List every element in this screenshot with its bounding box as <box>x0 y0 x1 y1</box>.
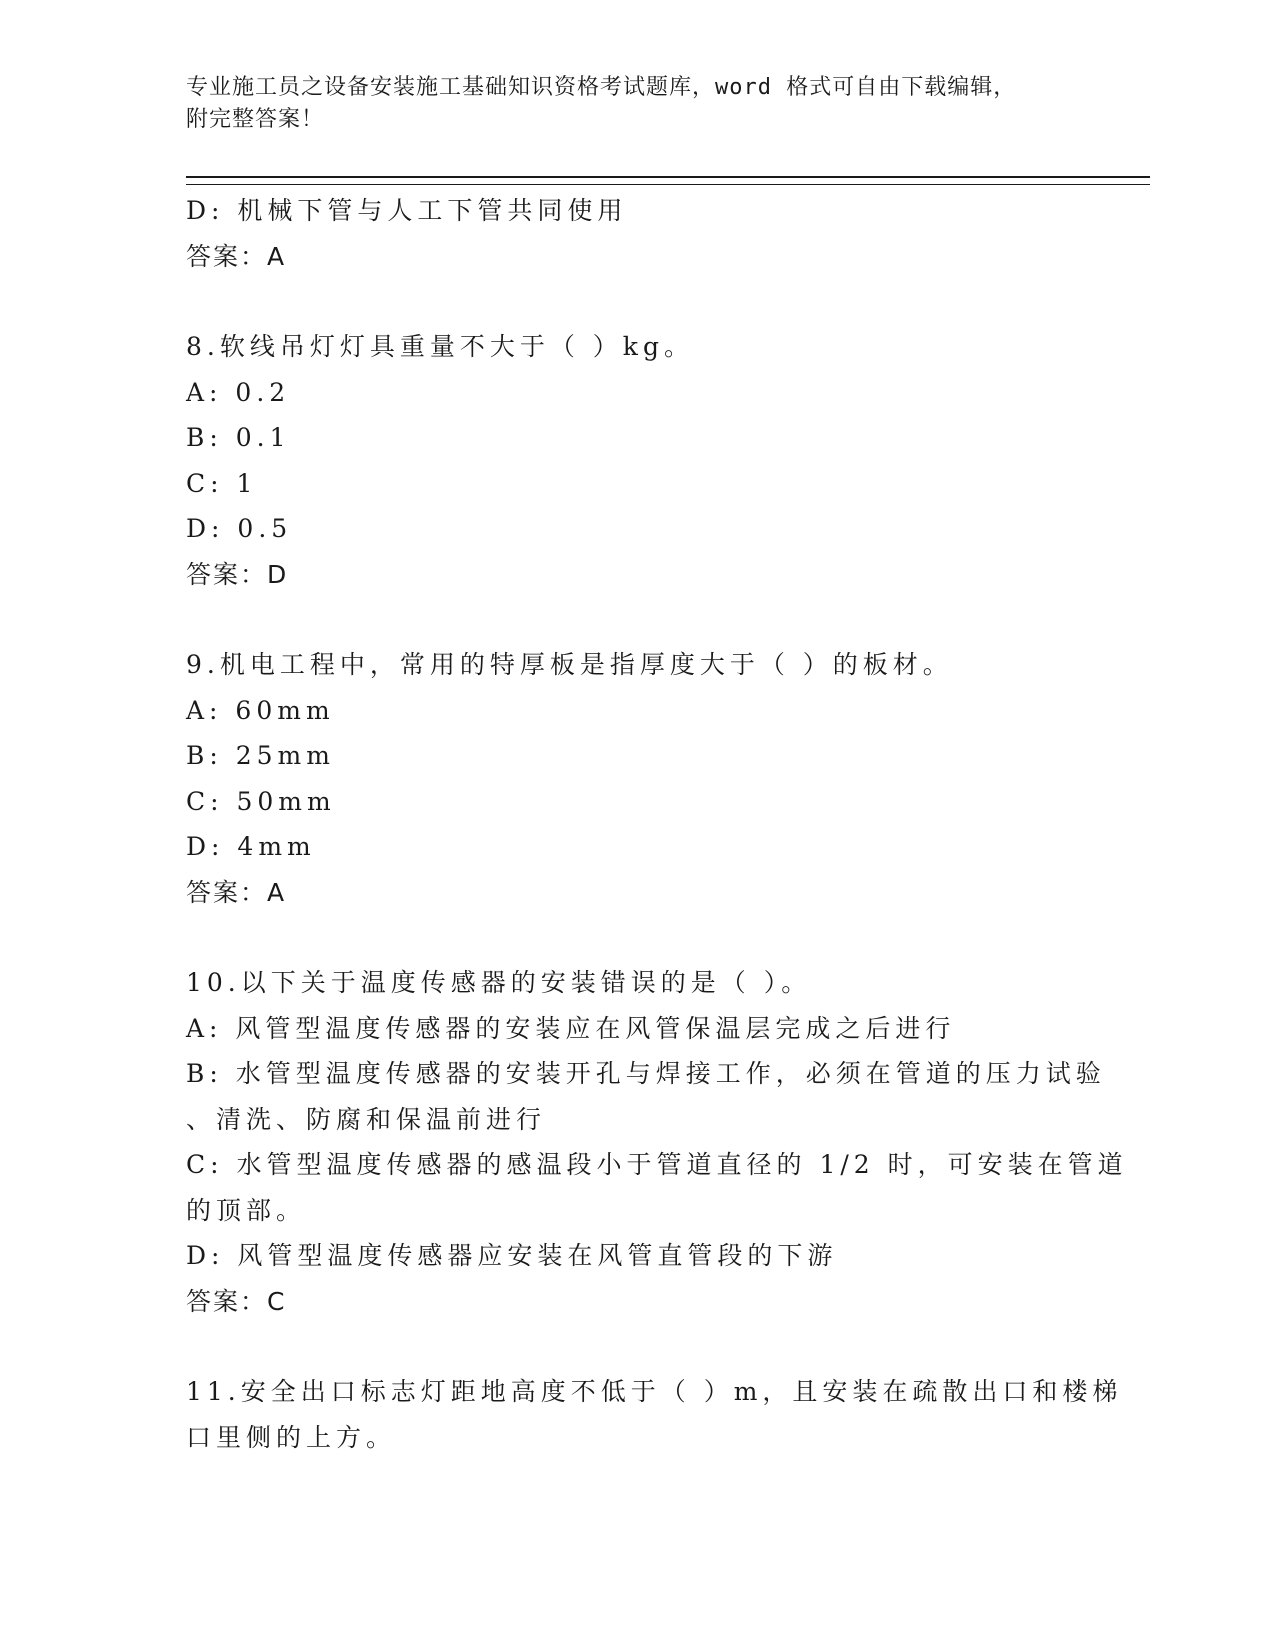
spacer <box>186 279 1086 324</box>
question-list <box>186 188 1128 1460</box>
option-a: A: 风管型温度传感器的安装应在风管保温层完成之后进行 <box>186 1013 956 1043</box>
answer: 答案：D <box>186 559 289 589</box>
document-header <box>186 72 1086 136</box>
option-c: C: 50mm <box>186 786 336 816</box>
option-a: A: 60mm <box>186 695 335 725</box>
question-9 <box>186 642 1086 915</box>
option-c: C: 1 <box>186 468 258 498</box>
answer: 答案：A <box>186 877 287 907</box>
header-title-line-2: 附完整答案！ <box>186 107 325 132</box>
question-10 <box>186 960 1128 1324</box>
option-d: D: 4mm <box>186 832 316 861</box>
spacer <box>186 597 1086 642</box>
option-b-line-2: 、清洗、防腐和保温前进行 <box>186 1104 547 1134</box>
option-c-line-2: 的顶部。 <box>186 1195 307 1225</box>
question-8 <box>186 324 1086 597</box>
option-b: B: 25mm <box>186 741 335 770</box>
option-d: D: 0.5 <box>186 514 293 543</box>
question-text: 8.软线吊灯灯具重量不大于（ ）kg。 <box>186 332 694 361</box>
option-b: B: 0.1 <box>186 423 291 452</box>
question-11 <box>186 1369 1123 1460</box>
question-text-line-1: 11.安全出口标志灯距地高度不低于（ ）m，且安装在疏散出口和楼梯 <box>186 1377 1123 1406</box>
question-text: 9.机电工程中，常用的特厚板是指厚度大于（ ）的板材。 <box>186 650 953 679</box>
spacer <box>186 1324 1086 1369</box>
answer: 答案：C <box>186 1286 287 1316</box>
option-c-line-1: C: 水管型温度传感器的感温段小于管道直径的 1/2 时，可安装在管道 <box>186 1150 1128 1179</box>
option-d: D: 风管型温度传感器应安装在风管直管段的下游 <box>186 1241 838 1270</box>
header-title-line-1: 专业施工员之设备安装施工基础知识资格考试题库，word 格式可自由下载编辑， <box>186 75 1017 100</box>
option-a: A: 0.2 <box>186 377 291 407</box>
option-b-line-1: B: 水管型温度传感器的安装开孔与焊接工作，必须在管道的压力试验 <box>186 1059 1106 1088</box>
question-text-line-2: 口里侧的上方。 <box>186 1422 397 1452</box>
question-text: 10.以下关于温度传感器的安装错误的是（ ）。 <box>186 968 812 997</box>
question-7 <box>186 188 1086 279</box>
header-divider <box>186 176 1150 185</box>
answer: 答案：A <box>186 241 287 271</box>
option-d: D: 机械下管与人工下管共同使用 <box>186 196 628 225</box>
spacer <box>186 915 1086 960</box>
